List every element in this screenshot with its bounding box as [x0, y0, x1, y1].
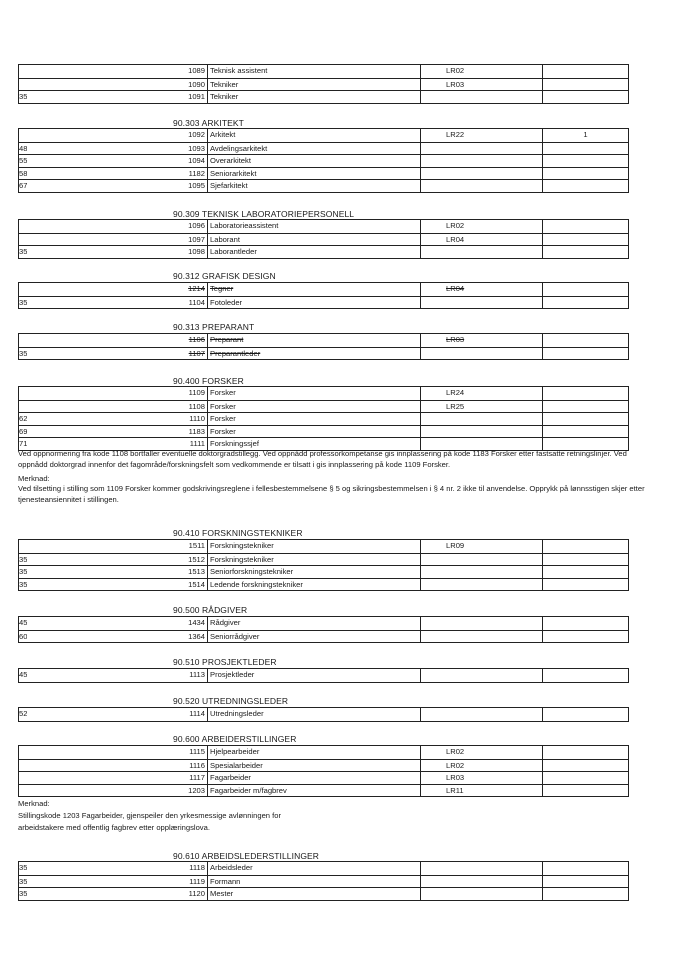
job-code-table	[18, 128, 629, 193]
lonnsramme	[420, 566, 494, 578]
table-row	[19, 129, 628, 142]
lonnstrinn: 55	[19, 156, 28, 165]
note-ref	[542, 65, 628, 78]
note-ref	[542, 246, 628, 258]
lonnstrinn: 35	[19, 876, 28, 886]
table-row	[19, 78, 628, 91]
job-title: Arkitekt	[207, 129, 420, 142]
table-row	[19, 90, 628, 103]
note-ref	[542, 617, 628, 630]
table-row	[19, 154, 628, 167]
job-code: 1096	[188, 221, 205, 230]
note-ref	[542, 180, 628, 192]
job-title: Seniorforskningstekniker	[207, 566, 420, 578]
note-ref	[542, 862, 628, 875]
lonnstrinn: 35	[19, 297, 28, 307]
note-ref	[542, 79, 628, 91]
table-row	[19, 142, 628, 155]
note-ref	[542, 876, 628, 888]
job-title: Forsker	[207, 426, 420, 438]
lonnstrinn: 69	[19, 426, 28, 436]
table-row	[19, 425, 628, 438]
table-row	[19, 708, 628, 721]
table-row	[19, 437, 628, 450]
lonnsramme	[420, 413, 494, 425]
job-title: Ledende forskningstekniker	[207, 579, 420, 591]
job-code: 1095	[188, 181, 205, 190]
lonnsramme: LR24	[420, 387, 494, 400]
lonnsramme	[420, 348, 494, 360]
table-row	[19, 412, 628, 425]
lonnsramme	[420, 246, 494, 258]
lonnsramme	[420, 155, 494, 167]
table-row	[19, 553, 628, 566]
table-row	[19, 746, 628, 759]
section-title: 90.312 GRAFISK DESIGN	[173, 271, 276, 281]
job-title: Hjelpearbeider	[207, 746, 420, 759]
lonnsramme: LR02	[420, 65, 494, 78]
lonnsramme	[420, 708, 494, 721]
arbeider-merknad-text: arbeidstakere med offentlig fagbrev etter opplæringslova.	[18, 823, 210, 832]
job-title: Forskningstekniker	[207, 554, 420, 566]
job-code-table	[18, 745, 629, 797]
lonnstrinn: 35	[19, 863, 28, 872]
note-ref	[542, 334, 628, 347]
job-title: Teknisk assistent	[207, 65, 420, 78]
note-ref	[542, 413, 628, 425]
job-title: Sjefarkitekt	[207, 180, 420, 192]
job-title: Forsker	[207, 387, 420, 400]
lonnsramme: LR25	[420, 401, 494, 413]
lonnsramme: LR04	[420, 283, 494, 296]
note-ref	[542, 348, 628, 360]
job-title: Laboratorieassistent	[207, 220, 420, 233]
lonnstrinn: 71	[19, 439, 28, 448]
note-ref	[542, 554, 628, 566]
note-ref	[542, 708, 628, 721]
job-code: 1203	[188, 785, 205, 795]
note-ref	[542, 785, 628, 797]
lonnstrinn: 48	[19, 143, 28, 153]
job-code: 1118	[189, 863, 205, 872]
job-code: 1089	[188, 66, 205, 75]
merknad-label: Merknad:	[18, 474, 50, 483]
note-ref	[542, 401, 628, 413]
table-row	[19, 167, 628, 180]
job-code: 1107	[188, 348, 205, 358]
table-row	[19, 347, 628, 360]
forsker-merknad-text: Ved tilsetting i stilling som 1109 Forsker kommer godskrivingsreglene i fellesbestemmelsene § 5 og sikringsbestemmelsen i § 4 nr. 2 ikke til anvendelse. Opprykk på lønnsstigen skjer etter tjenesteansiennitet i stillingen.	[18, 484, 645, 504]
job-code: 1110	[189, 414, 205, 423]
lonnstrinn: 58	[19, 168, 28, 178]
job-code: 1090	[188, 79, 205, 89]
lonnsramme	[420, 862, 494, 875]
job-title: Fotoleder	[207, 297, 420, 309]
job-code: 1111	[189, 439, 205, 448]
job-code-table	[18, 616, 629, 643]
job-code: 1434	[188, 618, 205, 627]
job-code-table	[18, 333, 629, 360]
table-row	[19, 179, 628, 192]
section-title: 90.400 FORSKER	[173, 376, 244, 386]
job-title: Preparantleder	[207, 348, 420, 360]
note-ref	[542, 746, 628, 759]
job-title: Prosjektleder	[207, 669, 420, 682]
job-code-table	[18, 386, 629, 451]
lonnstrinn: 45	[19, 618, 28, 627]
lonnsramme	[420, 297, 494, 309]
lonnsramme: LR22	[420, 129, 494, 142]
lonnsramme	[420, 617, 494, 630]
lonnsramme	[420, 168, 494, 180]
note-ref	[542, 168, 628, 180]
table-row	[19, 887, 628, 900]
lonnsramme	[420, 438, 494, 450]
note-ref	[542, 143, 628, 155]
job-code: 1183	[188, 426, 205, 436]
job-code: 1117	[189, 773, 205, 782]
section-title: 90.510 PROSJEKTLEDER	[173, 657, 277, 667]
job-code-table	[18, 861, 629, 901]
job-code: 1120	[188, 889, 205, 898]
table-row	[19, 669, 628, 682]
forsker-note-text: Ved oppnormering fra kode 1108 bortfaller eventuelle doktorgradstillegg. Ved oppnådd professorkompetanse gis innplassering på kode 1183 Forsker etter fastsatte retningslinjer. Ved oppnådd doktorgrad innenfor det fagområde/forskningsfelt som vedkommende er tilsatt i gis innplassering på kode 1109 Forsker.	[18, 449, 627, 469]
job-title: Avdelingsarkitekt	[207, 143, 420, 155]
lonnstrinn: 35	[19, 92, 28, 101]
note-ref	[542, 283, 628, 296]
section-title: 90.500 RÅDGIVER	[173, 605, 248, 615]
table-row	[19, 233, 628, 246]
lonnsramme: LR03	[420, 772, 494, 784]
lonnsramme	[420, 180, 494, 192]
job-title: Forsker	[207, 401, 420, 413]
job-title: Seniorrådgiver	[207, 631, 420, 643]
table-row	[19, 540, 628, 553]
job-code: 1094	[188, 156, 205, 165]
merknad-label: Merknad:	[18, 799, 50, 808]
job-title: Fagarbeider m/fagbrev	[207, 785, 420, 797]
job-code-table	[18, 282, 629, 309]
lonnsramme	[420, 554, 494, 566]
job-code-table	[18, 668, 629, 683]
job-title: Fagarbeider	[207, 772, 420, 784]
lonnsramme: LR03	[420, 334, 494, 347]
job-code: 1092	[188, 130, 205, 139]
section-title: 90.410 FORSKNINGSTEKNIKER	[173, 528, 303, 538]
section-title: 90.303 ARKITEKT	[173, 118, 244, 128]
lonnsramme	[420, 876, 494, 888]
lonnsramme	[420, 426, 494, 438]
lonnstrinn: 35	[19, 247, 28, 256]
note-ref	[542, 387, 628, 400]
job-title: Seniorarkitekt	[207, 168, 420, 180]
lonnstrinn: 45	[19, 670, 28, 679]
lonnstrinn: 35	[19, 889, 28, 898]
note-ref	[542, 579, 628, 591]
note-ref	[542, 540, 628, 553]
table-row	[19, 875, 628, 888]
lonnsramme	[420, 888, 494, 900]
job-code-table	[18, 219, 629, 259]
table-row	[19, 387, 628, 400]
job-code: 1093	[188, 143, 205, 153]
job-title: Arbeidsleder	[207, 862, 420, 875]
lonnsramme: LR03	[420, 79, 494, 91]
lonnsramme: LR09	[420, 540, 494, 553]
table-row	[19, 65, 628, 78]
table-row	[19, 759, 628, 772]
job-title: Preparant	[207, 334, 420, 347]
table-row	[19, 617, 628, 630]
table-row	[19, 630, 628, 643]
lonnstrinn: 62	[19, 414, 28, 423]
note-ref	[542, 888, 628, 900]
lonnsramme	[420, 579, 494, 591]
lonnsramme: LR02	[420, 746, 494, 759]
job-code: 1091	[188, 92, 205, 101]
job-code: 1513	[188, 567, 205, 576]
job-code-table	[18, 539, 629, 591]
table-row	[19, 245, 628, 258]
note-ref	[542, 760, 628, 772]
lonnsramme	[420, 631, 494, 643]
job-code: 1512	[188, 554, 205, 564]
job-code: 1109	[188, 388, 205, 397]
table-row	[19, 283, 628, 296]
lonnsramme: LR02	[420, 760, 494, 772]
job-code: 1113	[189, 670, 205, 679]
lonnsramme	[420, 91, 494, 103]
job-code: 1104	[188, 297, 205, 307]
job-code: 1182	[188, 168, 205, 178]
lonnstrinn: 35	[19, 567, 28, 576]
lonnstrinn: 35	[19, 554, 28, 564]
note-ref	[542, 438, 628, 450]
note-ref	[542, 772, 628, 784]
note-ref	[542, 426, 628, 438]
note-ref: 1	[542, 129, 628, 142]
lonnsramme	[420, 143, 494, 155]
job-title: Spesialarbeider	[207, 760, 420, 772]
job-title: Forskningssjef	[207, 438, 420, 450]
lonnsramme: LR02	[420, 220, 494, 233]
table-row	[19, 565, 628, 578]
table-row	[19, 400, 628, 413]
lonnstrinn: 60	[19, 631, 28, 641]
table-row	[19, 784, 628, 797]
note-ref	[542, 220, 628, 233]
job-code: 1098	[188, 247, 205, 256]
table-row	[19, 862, 628, 875]
section-title: 90.600 ARBEIDERSTILLINGER	[173, 734, 297, 744]
job-code: 1106	[188, 335, 205, 344]
note-ref	[542, 297, 628, 309]
job-title: Laborant	[207, 234, 420, 246]
job-title: Laborantleder	[207, 246, 420, 258]
section-title: 90.313 PREPARANT	[173, 322, 255, 332]
job-code-table	[18, 64, 629, 104]
job-code: 1364	[188, 631, 205, 641]
job-code: 1097	[188, 234, 205, 244]
job-code: 1116	[189, 760, 205, 770]
section-title: 90.610 ARBEIDSLEDERSTILLINGER	[173, 851, 320, 861]
note-ref	[542, 566, 628, 578]
job-code: 1108	[188, 401, 205, 411]
job-title: Formann	[207, 876, 420, 888]
section-title: 90.309 TEKNISK LABORATORIEPERSONELL	[173, 209, 355, 219]
lonnstrinn: 35	[19, 348, 28, 358]
job-title: Mester	[207, 888, 420, 900]
table-row	[19, 578, 628, 591]
note-ref	[542, 631, 628, 643]
job-title: Tekniker	[207, 91, 420, 103]
job-title: Tegner	[207, 283, 420, 296]
lonnsramme: LR11	[420, 785, 494, 797]
table-row	[19, 220, 628, 233]
job-code: 1114	[189, 709, 205, 718]
section-title: 90.520 UTREDNINGSLEDER	[173, 696, 289, 706]
job-title: Overarkitekt	[207, 155, 420, 167]
job-title: Forskningstekniker	[207, 540, 420, 553]
table-row	[19, 334, 628, 347]
job-code: 1511	[188, 541, 205, 550]
note-ref	[542, 155, 628, 167]
note-ref	[542, 234, 628, 246]
lonnsramme	[420, 669, 494, 682]
job-title: Rådgiver	[207, 617, 420, 630]
lonnstrinn: 67	[19, 181, 28, 190]
lonnstrinn: 35	[19, 579, 28, 589]
job-code: 1119	[189, 876, 205, 886]
job-title: Utredningsleder	[207, 708, 420, 721]
lonnstrinn: 52	[19, 709, 28, 718]
job-code-table	[18, 707, 629, 722]
job-title: Forsker	[207, 413, 420, 425]
table-row	[19, 296, 628, 309]
note-ref	[542, 91, 628, 103]
arbeider-merknad-text: Stillingskode 1203 Fagarbeider, gjenspeiler den yrkesmessige avlønningen for	[18, 811, 281, 820]
job-code: 1214	[188, 284, 205, 293]
lonnsramme: LR04	[420, 234, 494, 246]
note-ref	[542, 669, 628, 682]
job-code: 1115	[189, 747, 205, 756]
job-title: Tekniker	[207, 79, 420, 91]
job-code: 1514	[188, 579, 205, 589]
table-row	[19, 771, 628, 784]
